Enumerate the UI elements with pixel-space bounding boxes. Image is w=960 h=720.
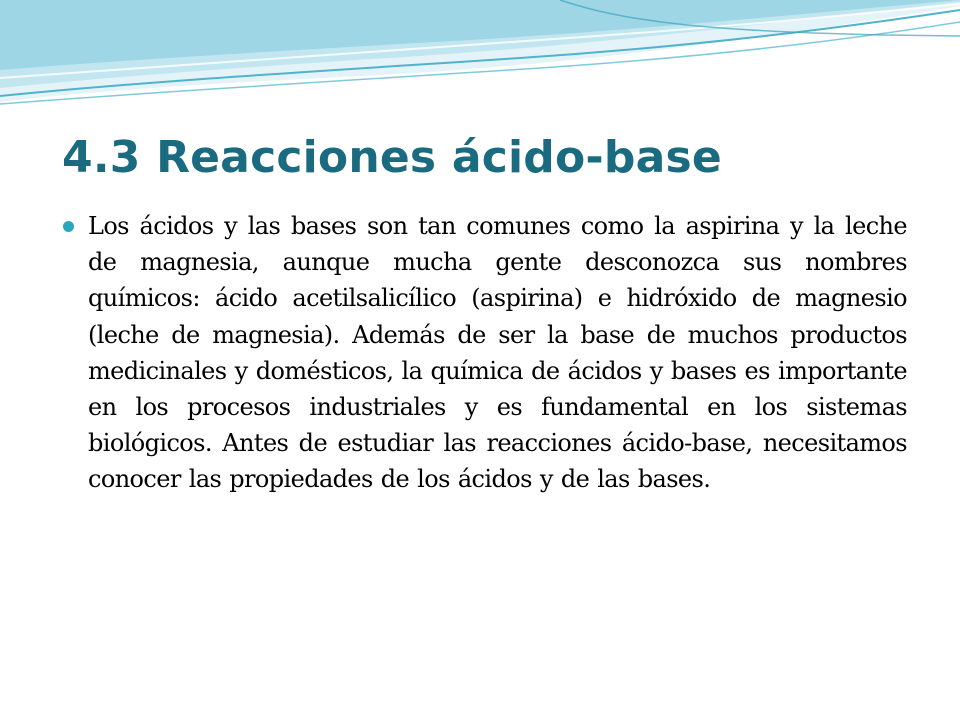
slide-title: 4.3 Reacciones ácido-base (62, 132, 722, 183)
decorative-wave-header (0, 0, 960, 120)
bullet-text: Los ácidos y las bases son tan comunes como la aspirina y la leche de magnesia, aunque mucha gente desconozca sus nombres químicos: ácido acetilsalicílico (aspirina) e hidróxido de magnesio (leche de magnesia). Además de ser la base de muchos productos medicinales y domésticos, la química de ácidos y bases es importante en los procesos industriales y es fundamental en los sistemas biológicos. Antes de estudiar las reacciones ácido-base, necesitamos conocer las propiedades de los ácidos y de las bases. (88, 212, 907, 494)
list-item (62, 208, 907, 498)
bullet-dot-icon (63, 221, 74, 232)
bullet-list (62, 208, 907, 498)
